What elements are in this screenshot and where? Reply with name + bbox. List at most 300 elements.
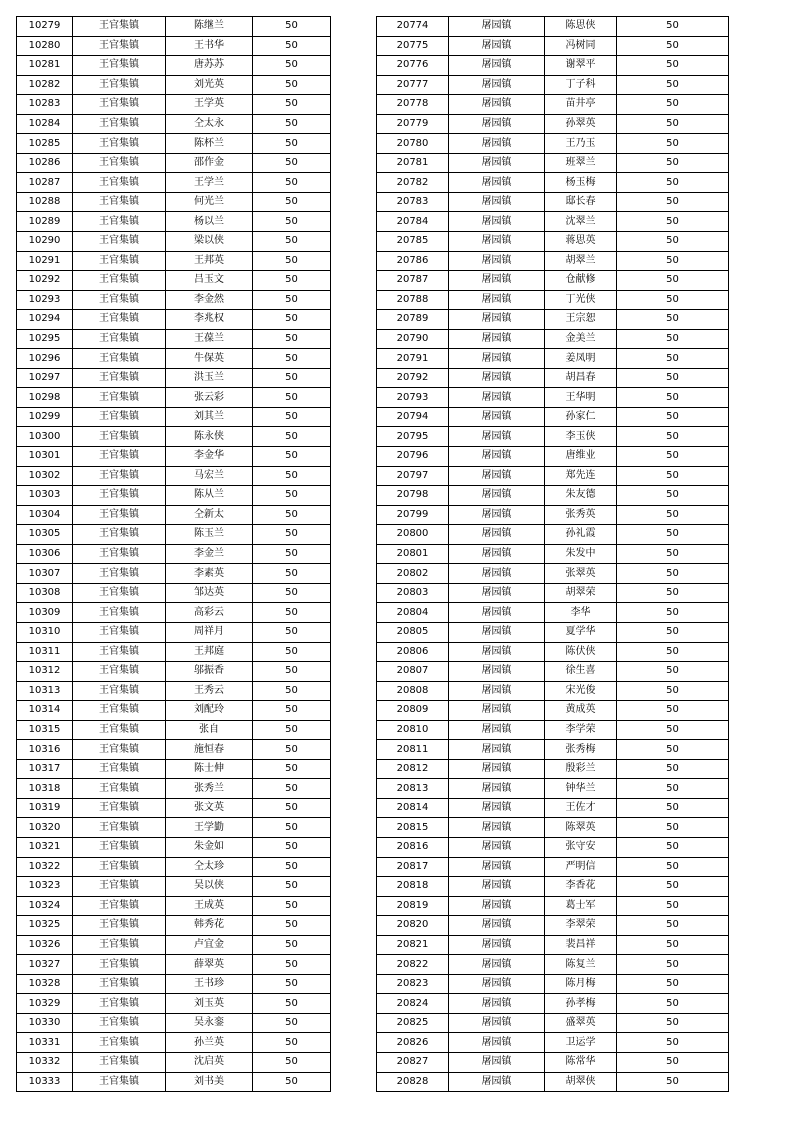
person-name-cell: 苗井亭: [545, 95, 617, 115]
table-row: [377, 192, 729, 212]
person-name-cell: 姜凤明: [545, 349, 617, 369]
record-number-cell: 10282: [17, 75, 73, 95]
town-name-cell: 王官集镇: [73, 759, 166, 779]
amount-cell: 50: [253, 1052, 331, 1072]
table-row: [17, 173, 331, 193]
person-name-cell: 施恒春: [166, 740, 253, 760]
amount-cell: 50: [617, 544, 729, 564]
town-name-cell: 王官集镇: [73, 192, 166, 212]
amount-cell: 50: [617, 271, 729, 291]
person-name-cell: 李金兰: [166, 544, 253, 564]
record-number-cell: 10319: [17, 798, 73, 818]
town-name-cell: 屠园镇: [449, 36, 545, 56]
person-name-cell: 李素英: [166, 564, 253, 584]
record-number-cell: 20781: [377, 153, 449, 173]
town-name-cell: 王官集镇: [73, 681, 166, 701]
town-name-cell: 屠园镇: [449, 290, 545, 310]
table-row: [377, 818, 729, 838]
amount-cell: 50: [617, 603, 729, 623]
record-number-cell: 10322: [17, 857, 73, 877]
town-name-cell: 屠园镇: [449, 56, 545, 76]
town-name-cell: 王官集镇: [73, 407, 166, 427]
record-number-cell: 20788: [377, 290, 449, 310]
record-number-cell: 10285: [17, 134, 73, 154]
table-row: [377, 271, 729, 291]
person-name-cell: 陈从兰: [166, 486, 253, 506]
person-name-cell: 王秀云: [166, 681, 253, 701]
amount-cell: 50: [617, 857, 729, 877]
amount-cell: 50: [617, 134, 729, 154]
person-name-cell: 胡翠兰: [545, 251, 617, 271]
table-row: [377, 173, 729, 193]
table-row: [377, 877, 729, 897]
person-name-cell: 韩秀花: [166, 916, 253, 936]
record-number-cell: 20775: [377, 36, 449, 56]
record-number-cell: 20825: [377, 1013, 449, 1033]
person-name-cell: 冯树同: [545, 36, 617, 56]
record-number-cell: 20801: [377, 544, 449, 564]
person-name-cell: 殷彩兰: [545, 759, 617, 779]
table-row: [377, 407, 729, 427]
table-row: [377, 114, 729, 134]
person-name-cell: 张秀梅: [545, 740, 617, 760]
table-row: [377, 857, 729, 877]
town-name-cell: 王官集镇: [73, 153, 166, 173]
record-number-cell: 10307: [17, 564, 73, 584]
town-name-cell: 王官集镇: [73, 56, 166, 76]
record-number-cell: 10306: [17, 544, 73, 564]
person-name-cell: 李香花: [545, 877, 617, 897]
table-row: [17, 798, 331, 818]
person-name-cell: 丁光侠: [545, 290, 617, 310]
person-name-cell: 洪玉兰: [166, 368, 253, 388]
record-number-cell: 10287: [17, 173, 73, 193]
person-name-cell: 金美兰: [545, 329, 617, 349]
person-name-cell: 陈复兰: [545, 955, 617, 975]
town-name-cell: 屠园镇: [449, 271, 545, 291]
person-name-cell: 朱友德: [545, 486, 617, 506]
amount-cell: 50: [617, 388, 729, 408]
record-number-cell: 10327: [17, 955, 73, 975]
town-name-cell: 王官集镇: [73, 877, 166, 897]
amount-cell: 50: [253, 642, 331, 662]
record-number-cell: 10330: [17, 1013, 73, 1033]
amount-cell: 50: [253, 583, 331, 603]
person-name-cell: 卢宜金: [166, 935, 253, 955]
town-name-cell: 王官集镇: [73, 486, 166, 506]
amount-cell: 50: [253, 153, 331, 173]
roster-table-left: [16, 16, 331, 1092]
record-number-cell: 10304: [17, 505, 73, 525]
record-number-cell: 10284: [17, 114, 73, 134]
person-name-cell: 裴昌祥: [545, 935, 617, 955]
town-name-cell: 王官集镇: [73, 271, 166, 291]
table-row: [377, 759, 729, 779]
record-number-cell: 10300: [17, 427, 73, 447]
town-name-cell: 王官集镇: [73, 740, 166, 760]
person-name-cell: 李翠荣: [545, 916, 617, 936]
record-number-cell: 10317: [17, 759, 73, 779]
table-row: [17, 564, 331, 584]
record-number-cell: 20790: [377, 329, 449, 349]
town-name-cell: 屠园镇: [449, 75, 545, 95]
amount-cell: 50: [617, 310, 729, 330]
record-number-cell: 20818: [377, 877, 449, 897]
record-number-cell: 20778: [377, 95, 449, 115]
record-number-cell: 10329: [17, 994, 73, 1014]
table-row: [377, 798, 729, 818]
person-name-cell: 陈士伸: [166, 759, 253, 779]
table-row: [17, 56, 331, 76]
record-number-cell: 10293: [17, 290, 73, 310]
amount-cell: 50: [617, 427, 729, 447]
amount-cell: 50: [617, 877, 729, 897]
person-name-cell: 王学勤: [166, 818, 253, 838]
person-name-cell: 王佐才: [545, 798, 617, 818]
person-name-cell: 刘书美: [166, 1072, 253, 1092]
table-row: [377, 486, 729, 506]
town-name-cell: 屠园镇: [449, 564, 545, 584]
person-name-cell: 刘配玲: [166, 701, 253, 721]
amount-cell: 50: [253, 779, 331, 799]
town-name-cell: 屠园镇: [449, 857, 545, 877]
town-name-cell: 屠园镇: [449, 310, 545, 330]
table-row: [17, 486, 331, 506]
table-row: [377, 56, 729, 76]
town-name-cell: 屠园镇: [449, 95, 545, 115]
table-row: [377, 349, 729, 369]
town-name-cell: 王官集镇: [73, 114, 166, 134]
town-name-cell: 屠园镇: [449, 877, 545, 897]
record-number-cell: 10316: [17, 740, 73, 760]
amount-cell: 50: [617, 779, 729, 799]
record-number-cell: 20828: [377, 1072, 449, 1092]
person-name-cell: 王学兰: [166, 173, 253, 193]
amount-cell: 50: [617, 955, 729, 975]
record-number-cell: 10299: [17, 407, 73, 427]
person-name-cell: 王葆兰: [166, 329, 253, 349]
table-row: [17, 251, 331, 271]
record-number-cell: 20817: [377, 857, 449, 877]
record-number-cell: 10320: [17, 818, 73, 838]
record-number-cell: 20814: [377, 798, 449, 818]
person-name-cell: 吕玉文: [166, 271, 253, 291]
town-name-cell: 屠园镇: [449, 994, 545, 1014]
person-name-cell: 陈杯兰: [166, 134, 253, 154]
amount-cell: 50: [253, 622, 331, 642]
table-row: [377, 95, 729, 115]
amount-cell: 50: [617, 349, 729, 369]
person-name-cell: 王华明: [545, 388, 617, 408]
record-number-cell: 10311: [17, 642, 73, 662]
person-name-cell: 王宗恕: [545, 310, 617, 330]
town-name-cell: 屠园镇: [449, 427, 545, 447]
person-name-cell: 陈永侠: [166, 427, 253, 447]
record-number-cell: 10290: [17, 232, 73, 252]
person-name-cell: 王邦庭: [166, 642, 253, 662]
person-name-cell: 唐苏苏: [166, 56, 253, 76]
amount-cell: 50: [253, 798, 331, 818]
town-name-cell: 王官集镇: [73, 525, 166, 545]
town-name-cell: 屠园镇: [449, 329, 545, 349]
table-row: [377, 642, 729, 662]
amount-cell: 50: [617, 407, 729, 427]
amount-cell: 50: [253, 232, 331, 252]
person-name-cell: 牛保英: [166, 349, 253, 369]
record-number-cell: 20792: [377, 368, 449, 388]
person-name-cell: 蒋思英: [545, 232, 617, 252]
amount-cell: 50: [617, 466, 729, 486]
record-number-cell: 10331: [17, 1033, 73, 1053]
amount-cell: 50: [253, 837, 331, 857]
amount-cell: 50: [617, 17, 729, 37]
table-row: [17, 232, 331, 252]
record-number-cell: 10298: [17, 388, 73, 408]
town-name-cell: 王官集镇: [73, 1052, 166, 1072]
person-name-cell: 张文英: [166, 798, 253, 818]
person-name-cell: 胡翠荣: [545, 583, 617, 603]
amount-cell: 50: [617, 56, 729, 76]
record-number-cell: 20800: [377, 525, 449, 545]
record-number-cell: 10301: [17, 447, 73, 467]
table-row: [17, 192, 331, 212]
person-name-cell: 朱金如: [166, 837, 253, 857]
record-number-cell: 10308: [17, 583, 73, 603]
table-row: [17, 583, 331, 603]
person-name-cell: 邵作金: [166, 153, 253, 173]
amount-cell: 50: [253, 818, 331, 838]
town-name-cell: 王官集镇: [73, 212, 166, 232]
record-number-cell: 10305: [17, 525, 73, 545]
table-row: [377, 564, 729, 584]
town-name-cell: 王官集镇: [73, 701, 166, 721]
person-name-cell: 宋光俊: [545, 681, 617, 701]
record-number-cell: 10291: [17, 251, 73, 271]
person-name-cell: 吴永銮: [166, 1013, 253, 1033]
town-name-cell: 屠园镇: [449, 173, 545, 193]
person-name-cell: 夏学华: [545, 622, 617, 642]
amount-cell: 50: [617, 153, 729, 173]
table-row: [17, 701, 331, 721]
town-name-cell: 王官集镇: [73, 779, 166, 799]
amount-cell: 50: [617, 994, 729, 1014]
person-name-cell: 张秀兰: [166, 779, 253, 799]
person-name-cell: 沈启英: [166, 1052, 253, 1072]
record-number-cell: 10321: [17, 837, 73, 857]
record-number-cell: 20821: [377, 935, 449, 955]
town-name-cell: 王官集镇: [73, 837, 166, 857]
record-number-cell: 20806: [377, 642, 449, 662]
town-name-cell: 王官集镇: [73, 1013, 166, 1033]
record-number-cell: 20777: [377, 75, 449, 95]
amount-cell: 50: [253, 56, 331, 76]
table-row: [17, 388, 331, 408]
amount-cell: 50: [617, 622, 729, 642]
table-row: [377, 153, 729, 173]
town-name-cell: 王官集镇: [73, 916, 166, 936]
person-name-cell: 胡翠侠: [545, 1072, 617, 1092]
town-name-cell: 屠园镇: [449, 388, 545, 408]
amount-cell: 50: [617, 818, 729, 838]
town-name-cell: 屠园镇: [449, 662, 545, 682]
town-name-cell: 王官集镇: [73, 95, 166, 115]
record-number-cell: 20823: [377, 974, 449, 994]
person-name-cell: 李金然: [166, 290, 253, 310]
record-number-cell: 10279: [17, 17, 73, 37]
person-name-cell: 孙翠英: [545, 114, 617, 134]
person-name-cell: 唐维业: [545, 447, 617, 467]
table-row: [17, 955, 331, 975]
amount-cell: 50: [253, 974, 331, 994]
record-number-cell: 10323: [17, 877, 73, 897]
amount-cell: 50: [617, 368, 729, 388]
table-row: [17, 134, 331, 154]
record-number-cell: 20816: [377, 837, 449, 857]
record-number-cell: 20786: [377, 251, 449, 271]
amount-cell: 50: [617, 681, 729, 701]
person-name-cell: 徐生喜: [545, 662, 617, 682]
table-row: [377, 212, 729, 232]
town-name-cell: 王官集镇: [73, 720, 166, 740]
amount-cell: 50: [617, 447, 729, 467]
town-name-cell: 屠园镇: [449, 583, 545, 603]
town-name-cell: 王官集镇: [73, 818, 166, 838]
table-row: [377, 36, 729, 56]
table-row: [17, 271, 331, 291]
table-row: [377, 583, 729, 603]
record-number-cell: 20784: [377, 212, 449, 232]
town-name-cell: 屠园镇: [449, 916, 545, 936]
town-name-cell: 屠园镇: [449, 798, 545, 818]
town-name-cell: 屠园镇: [449, 701, 545, 721]
amount-cell: 50: [253, 349, 331, 369]
person-name-cell: 胡昌春: [545, 368, 617, 388]
table-row: [17, 1072, 331, 1092]
amount-cell: 50: [253, 505, 331, 525]
table-row: [17, 681, 331, 701]
person-name-cell: 朱发中: [545, 544, 617, 564]
record-number-cell: 10283: [17, 95, 73, 115]
amount-cell: 50: [253, 1033, 331, 1053]
amount-cell: 50: [617, 232, 729, 252]
town-name-cell: 屠园镇: [449, 212, 545, 232]
amount-cell: 50: [253, 564, 331, 584]
record-number-cell: 20804: [377, 603, 449, 623]
person-name-cell: 张守安: [545, 837, 617, 857]
table-row: [17, 544, 331, 564]
roster-body-right: [377, 17, 729, 1092]
town-name-cell: 屠园镇: [449, 251, 545, 271]
record-number-cell: 10314: [17, 701, 73, 721]
person-name-cell: 班翠兰: [545, 153, 617, 173]
table-row: [17, 916, 331, 936]
table-row: [377, 1072, 729, 1092]
town-name-cell: 屠园镇: [449, 407, 545, 427]
amount-cell: 50: [253, 877, 331, 897]
record-number-cell: 10294: [17, 310, 73, 330]
person-name-cell: 谢翠平: [545, 56, 617, 76]
amount-cell: 50: [253, 134, 331, 154]
table-row: [377, 662, 729, 682]
person-name-cell: 李金华: [166, 447, 253, 467]
town-name-cell: 屠园镇: [449, 486, 545, 506]
record-number-cell: 20798: [377, 486, 449, 506]
town-name-cell: 屠园镇: [449, 17, 545, 37]
table-row: [377, 1013, 729, 1033]
town-name-cell: 屠园镇: [449, 368, 545, 388]
amount-cell: 50: [253, 114, 331, 134]
table-row: [377, 779, 729, 799]
town-name-cell: 屠园镇: [449, 466, 545, 486]
record-number-cell: 20827: [377, 1052, 449, 1072]
table-row: [377, 720, 729, 740]
record-number-cell: 20810: [377, 720, 449, 740]
record-number-cell: 10324: [17, 896, 73, 916]
amount-cell: 50: [617, 740, 729, 760]
amount-cell: 50: [253, 368, 331, 388]
person-name-cell: 王书珍: [166, 974, 253, 994]
amount-cell: 50: [253, 212, 331, 232]
person-name-cell: 刘玉英: [166, 994, 253, 1014]
amount-cell: 50: [253, 662, 331, 682]
record-number-cell: 20793: [377, 388, 449, 408]
record-number-cell: 20799: [377, 505, 449, 525]
amount-cell: 50: [253, 916, 331, 936]
table-row: [17, 95, 331, 115]
record-number-cell: 10309: [17, 603, 73, 623]
town-name-cell: 屠园镇: [449, 447, 545, 467]
person-name-cell: 郑先连: [545, 466, 617, 486]
town-name-cell: 王官集镇: [73, 310, 166, 330]
amount-cell: 50: [617, 75, 729, 95]
amount-cell: 50: [253, 36, 331, 56]
town-name-cell: 屠园镇: [449, 642, 545, 662]
town-name-cell: 屠园镇: [449, 759, 545, 779]
person-name-cell: 何光兰: [166, 192, 253, 212]
amount-cell: 50: [617, 896, 729, 916]
person-name-cell: 李学荣: [545, 720, 617, 740]
table-row: [377, 544, 729, 564]
town-name-cell: 王官集镇: [73, 388, 166, 408]
person-name-cell: 陈思侠: [545, 17, 617, 37]
amount-cell: 50: [253, 173, 331, 193]
town-name-cell: 王官集镇: [73, 935, 166, 955]
town-name-cell: 屠园镇: [449, 740, 545, 760]
record-number-cell: 10318: [17, 779, 73, 799]
record-number-cell: 20812: [377, 759, 449, 779]
table-row: [377, 701, 729, 721]
town-name-cell: 王官集镇: [73, 955, 166, 975]
record-number-cell: 10313: [17, 681, 73, 701]
person-name-cell: 张秀英: [545, 505, 617, 525]
table-row: [17, 662, 331, 682]
table-row: [17, 447, 331, 467]
town-name-cell: 王官集镇: [73, 368, 166, 388]
town-name-cell: 王官集镇: [73, 622, 166, 642]
amount-cell: 50: [253, 192, 331, 212]
table-row: [377, 974, 729, 994]
table-row: [17, 857, 331, 877]
person-name-cell: 周祥月: [166, 622, 253, 642]
amount-cell: 50: [617, 36, 729, 56]
person-name-cell: 仝太珍: [166, 857, 253, 877]
town-name-cell: 王官集镇: [73, 1033, 166, 1053]
record-number-cell: 20826: [377, 1033, 449, 1053]
table-row: [17, 368, 331, 388]
amount-cell: 50: [617, 192, 729, 212]
table-row: [17, 622, 331, 642]
amount-cell: 50: [617, 251, 729, 271]
